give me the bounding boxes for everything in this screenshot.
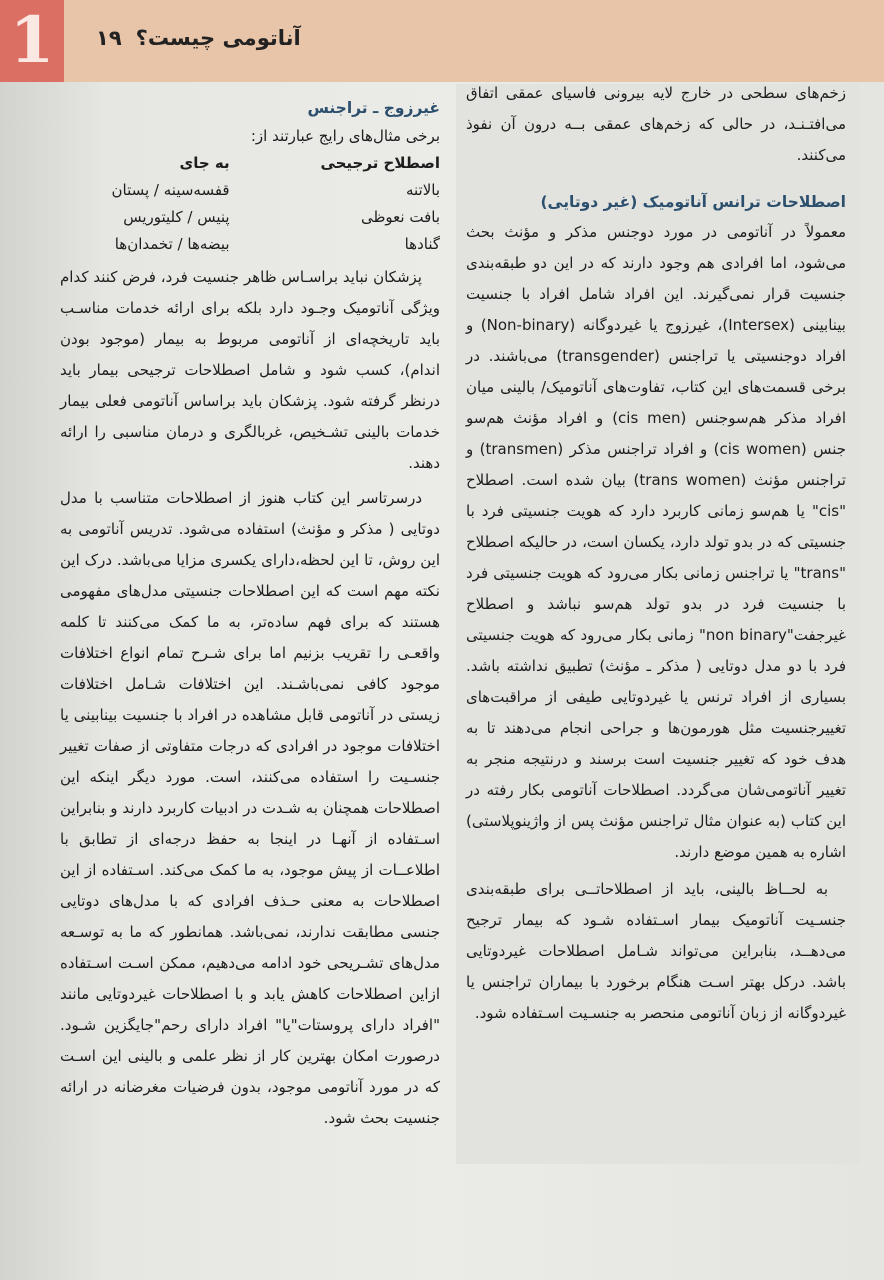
- examples-intro: برخی مثال‌های رایج عبارتند از:: [250, 127, 440, 145]
- terms-table-header: [60, 150, 440, 177]
- right-paragraph-1: زخم‌های سطحی در خارج لایه بیرونی فاسیای عمقی اتفاق می‌افتـنـد، در حالی که زخم‌های عمقی بــه درون آن نفوذ می‌کنند.: [466, 84, 846, 164]
- running-title: [96, 26, 316, 50]
- terms-table: [60, 150, 440, 258]
- table-row: [60, 204, 440, 231]
- chapter-tab: [0, 0, 64, 82]
- table-row: [60, 177, 440, 204]
- page-header: [0, 0, 884, 82]
- right-paragraph-3: به لحــاظ بالینی، باید از اصطلاحاتــی برای طبقه‌بندی جنسـیت آناتومیک بیمار اسـتفاده شـود که بیمار ترجیح می‌دهــد، بنابراین می‌تواند شـامل اصطلاحات غیردوتایی باشد. درکل بهتر اسـت هنگام برخورد با بیماران تراجنس یا غیردوگانه از زبان آناتومی منحصر به جنسـیت اسـتفاده شود.: [466, 880, 846, 1022]
- instead-term: قفسه‌سینه / پستان: [111, 181, 230, 199]
- preferred-term: بافت نعوظی: [360, 208, 440, 226]
- preferred-term: بالاتنه: [405, 181, 440, 199]
- chapter-title: آناتومی چیست؟: [135, 26, 301, 50]
- left-paragraph-2: درسرتاسر این کتاب هنوز از اصطلاحات متناسب با مدل دوتایی ( مذکر و مؤنث) استفاده می‌شود. تدریس آناتومی به این روش، تا این لحظه،دارای یکسری مزایا می‌باشد. درک این نکته مهم است که این اصطلاحات جنسیتی مدل‌های مفهومی هستند که برای فهم ساده‌تر، به ما کمک می‌کنند تا کلمه واقعـی را تقریب بزنیم اما برای شـرح تمام انواع اختلافات موجود کافی نمی‌باشـند. این اختلافات شـامل اختلافات زیستی در آناتومی قابل مشاهده در افراد با جنسیت بینابینی یا اختلافات موجود در افرادی که درجات متفاوتی از صفات تغییر جنسـیت را استفاده می‌کنند، است. مورد دیگر اینکه این اصطلاحات همچنان به شـدت در ادبیات کاربرد دارند و بنابراین اسـتفاده از آنهـا در اینجا به حفظ درجه‌ای از تطابق با اطلاعــات از پیش موجود، به ما کمک می‌کند. اسـتفاده از این اصطلاحات به معنی حـذف افرادی که با مدل‌های دوتایی جنسی مطابقت ندارند، نمی‌باشد. همانطور که ما به توسـعه مدل‌های تشـریحی خود ادامه می‌دهیم، ممکن اسـت اسـتفاده ازاین اصطلاحات کاهش یابد و با اصطلاحات غیردوتایی مانند "افراد دارای پروستات"یا" افراد دارای رحم"جایگزین شـود. درصورت امکان بهترین کار از نظر علمی و بالینی این اسـت که در مورد آناتومی موجود، بدون فرضیات مغرضانه در ارائه جنسیت بحث شود.: [60, 489, 440, 1127]
- terms-table-wrap: [60, 150, 440, 258]
- preferred-term-header: اصطلاح ترجیحی: [320, 154, 440, 172]
- instead-of-header: به جای: [179, 154, 230, 172]
- right-column: [466, 78, 846, 1029]
- page-number: ۱۹: [96, 26, 122, 50]
- preferred-term: گنادها: [404, 235, 440, 253]
- section-heading-nonbinary: غیرزوج ـ تراجنس: [307, 99, 440, 117]
- instead-term: بیضه‌ها / تخمدان‌ها: [114, 235, 230, 253]
- right-paragraph-2: معمولاً در آناتومی در مورد دوجنس مذکر و مؤنث بحث می‌شود، اما افرادی هم وجود دارند که در این دو طبقه‌بندی جنسیت قرار نمی‌گیرند. این افراد شامل افراد با جنسیت بینابینی (Intersex)، غیرزوج یا غیردوگانه (Non-binary) و افراد دوجنسیتی یا تراجنس (transgender) می‌باشند. در برخی قسمت‌های این کتاب، تفاوت‌های آناتومیک/ بالینی میان افراد مذکر هم‌سوجنس (cis men) و افراد مؤنث هم‌سو جنس (cis women) و افراد تراجنس مذکر (transmen) و تراجنس مؤنث (trans women) بیان شده است. اصطلاح "cis" یا هم‌سو زمانی کاربرد دارد که هویت جنسیتی فرد با جنسیتی که در بدو تولد دارد، یکسان است، در حالیکه اصطلاح "trans" یا تراجنس زمانی بکار می‌رود که هویت جنسیتی فرد با جنسیت فرد در بدو تولد هم‌سو نباشد و اصطلاح غیرجفت"non binary" زمانی بکار می‌رود که هویت جنسیتی فرد با دو مدل دوتایی ( مذکر ـ مؤنث) تطبیق نداشته باشد. بسیاری از افراد ترنس یا غیردوتایی طیفی از مراقبت‌های تغییرجنسیت مثل هورمون‌ها و جراحی انجام می‌دهند تا به هدف خود که تغییر جنسیت است برسند و درنتیجه منجر به تغییر آناتومی‌شان می‌گردد. اصطلاحات آناتومی بکار رفته در این کتاب (به عنوان مثال تراجنس مؤنث پس از واژینوپلاستی) اشاره به همین موضع دارند.: [466, 223, 847, 861]
- table-row: [60, 231, 440, 258]
- left-column: [60, 94, 440, 1134]
- instead-term: پنیس / کلیتوریس: [123, 208, 230, 226]
- left-paragraph-1: پزشکان نباید براسـاس ظاهر جنسیت فرد، فرض کنند کدام ویژگی آناتومیک وجـود دارد بلکه برای ارائه خدمات مناسـب باید تاریخچه‌ای از آناتومی مربوط به بیمار (موجود بودن اندام)، کسب شود و شامل اصطلاحات ترجیحی بیمار باید درنظر گرفته شود. پزشکان باید براساس آناتومی فعلی بیمار خدمات بالینی تشـخیص، غربالگری و درمان مناسبی را ارائه دهند.: [60, 268, 440, 472]
- section-heading-trans: اصطلاحات ترانس آناتومیک (غیر دوتایی): [540, 193, 846, 211]
- chapter-number: 1: [9, 3, 55, 78]
